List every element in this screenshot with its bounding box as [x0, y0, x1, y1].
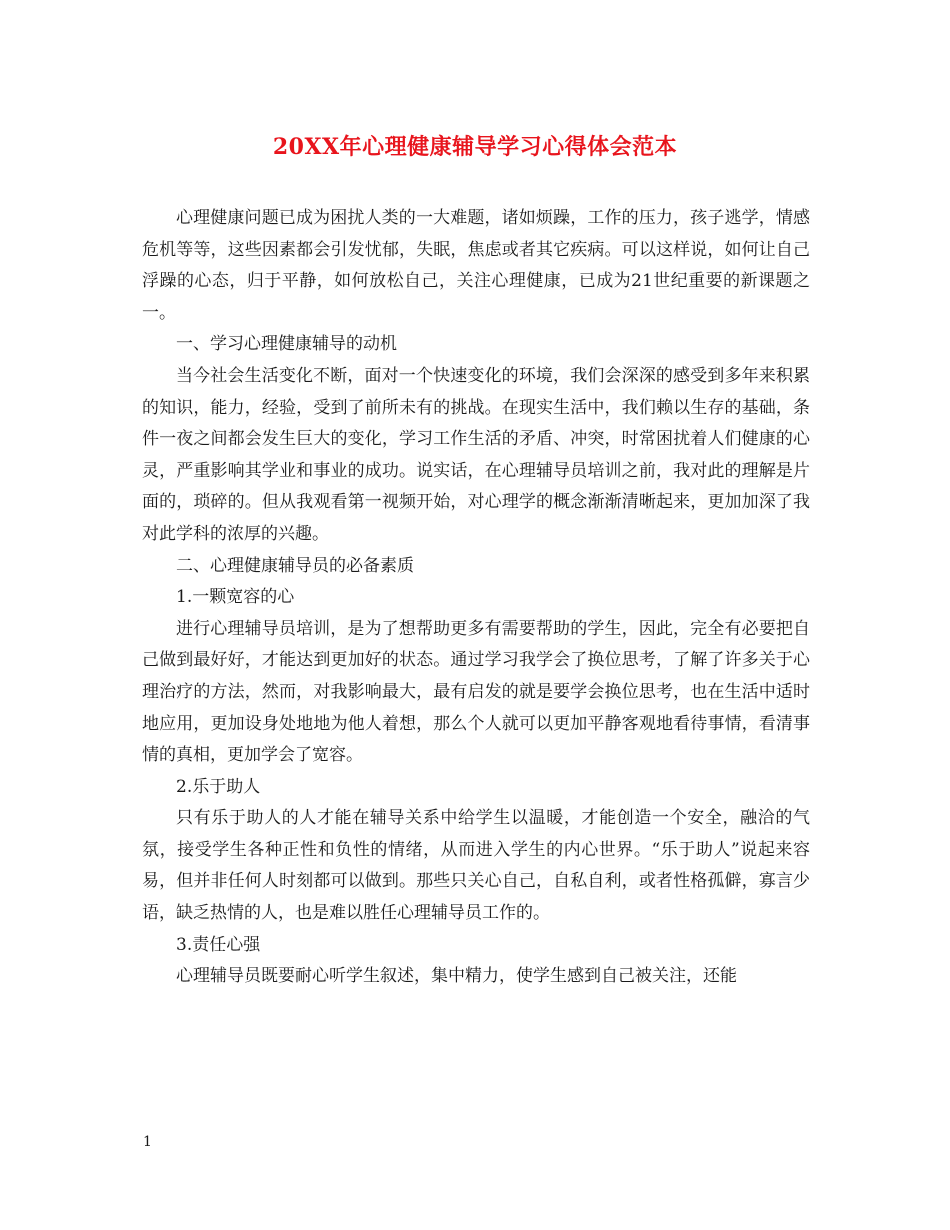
section-heading-2: 二、心理健康辅导员的必备素质 [176, 555, 414, 576]
paragraph-helpfulness: 只有乐于助人的人才能在辅导关系中给学生以温暖，才能创造一个安全，融洽的气氛，接受学生各种正性和负性的情绪，从而进入学生的内心世界。“乐于助人”说起来容易，但并非任何人时刻都可以做到。那些只关心自己，自私自利，或者性格孤僻，寡言少语，缺乏热情的人，也是难以胜任心理辅导员工作的。 [142, 808, 810, 924]
paragraph-motivation: 当今社会生活变化不断，面对一个快速变化的环境，我们会深深的感受到多年来积累的知识，能力，经验，受到了前所未有的挑战。在现实生活中，我们赖以生存的基础，条件一夜之间都会发生巨大的变化，学习工作生活的矛盾、冲突，时常困扰着人们健康的心灵，严重影响其学业和事业的成功。说实话，在心理辅导员培训之前，我对此的理解是片面的，琐碎的。但从我观看第一视频开始，对心理学的概念渐渐清晰起来，更加加深了我对此学科的浓厚的兴趣。 [142, 365, 810, 544]
subheading-3: 3.责任心强 [176, 934, 261, 955]
paragraph-tolerance: 进行心理辅导员培训，是为了想帮助更多有需要帮助的学生，因此，完全有必要把自己做到最好好，才能达到更加好的状态。通过学习我学会了换位思考，了解了许多关于心理治疗的方法，然而，对我影响最大，最有启发的就是要学会换位思考，也在生活中适时地应用，更加设身处地地为他人着想，那么个人就可以更加平静客观地看待事情，看清事情的真相，更加学会了宽容。 [142, 618, 810, 766]
paragraph-intro: 心理健康问题已成为困扰人类的一大难题，诸如烦躁，工作的压力，孩子逃学，情感危机等等，这些因素都会引发忧郁，失眠，焦虑或者其它疾病。可以这样说，如何让自己浮躁的心态，归于平静，如何放松自己，关注心理健康，已成为21世纪重要的新课题之一。 [142, 208, 810, 323]
section-heading-1: 一、学习心理健康辅导的动机 [176, 334, 397, 355]
paragraph-responsibility: 心理辅导员既要耐心听学生叙述，集中精力，使学生感到自己被关注，还能 [176, 966, 737, 987]
subheading-2: 2.乐于助人 [176, 776, 261, 797]
document-title: 20XX年心理健康辅导学习心得体会范本 [272, 134, 678, 160]
document-body [142, 203, 810, 993]
subheading-1: 1.一颗宽容的心 [176, 587, 295, 608]
page-number: 1 [143, 1134, 152, 1150]
